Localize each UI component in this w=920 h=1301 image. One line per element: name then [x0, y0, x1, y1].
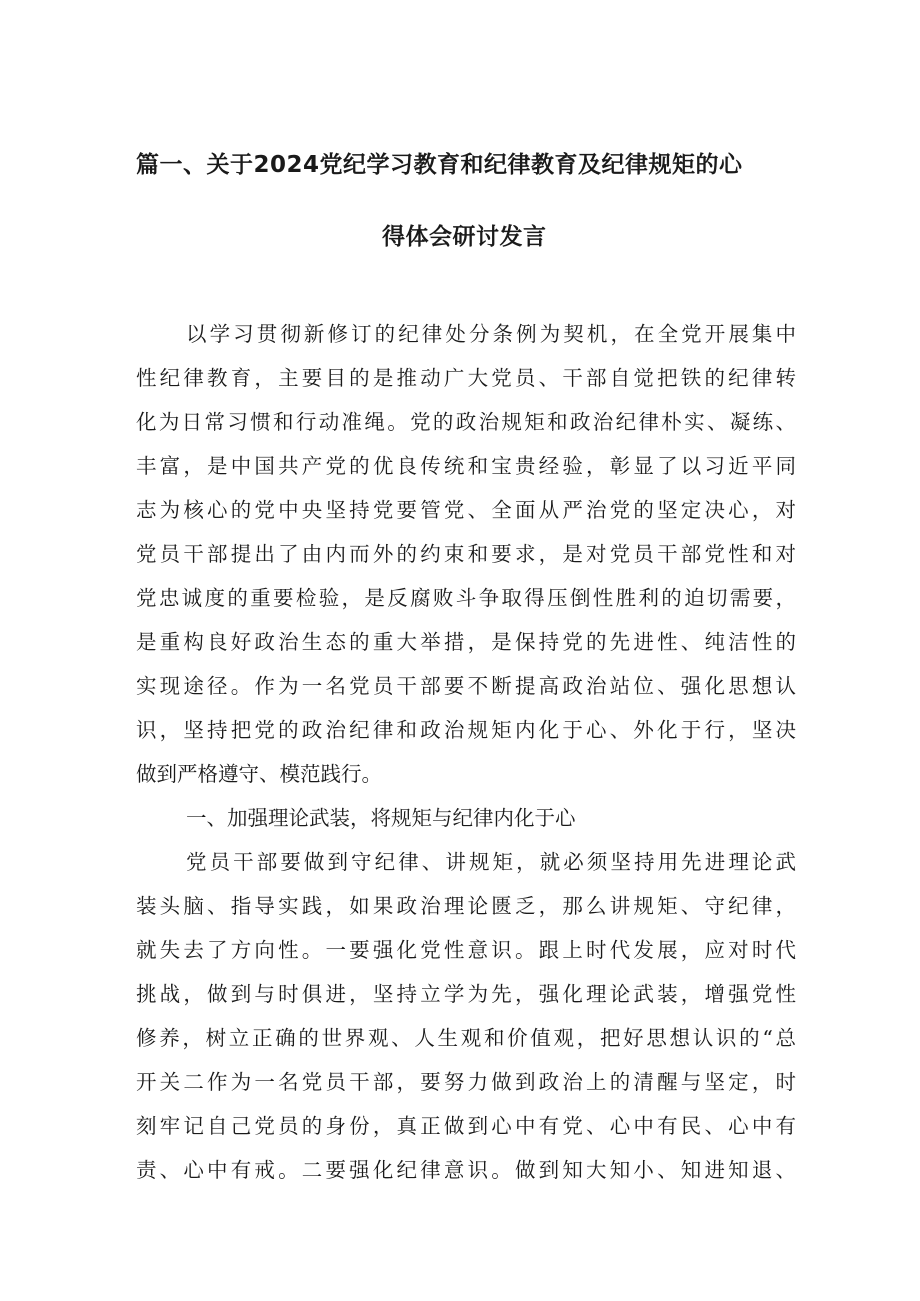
section-1-heading: 一、加强理论武装，将规矩与纪律内化于心 — [186, 806, 576, 830]
paragraph-1-line: 志为核心的党中央坚持党要管党、全面从严治党的坚定决心，对 — [136, 498, 796, 522]
paragraph-1-line: 是重构良好政治生态的重大举措，是保持党的先进性、纯洁性的 — [136, 630, 796, 654]
paragraph-1-line: 党员干部提出了由内而外的约束和要求，是对党员干部党性和对 — [136, 542, 796, 566]
paragraph-2-line: 装头脑、指导实践，如果政治理论匮乏，那么讲规矩、守纪律， — [136, 894, 796, 918]
paragraph-2-line: 党员干部要做到守纪律、讲规矩，就必须坚持用先进理论武 — [186, 850, 796, 874]
paragraph-1-line: 以学习贯彻新修订的纪律处分条例为契机，在全党开展集中 — [186, 322, 796, 346]
paragraph-1-line: 实现途径。作为一名党员干部要不断提高政治站位、强化思想认 — [136, 674, 796, 698]
paragraph-2-line: 开关二作为一名党员干部，要努力做到政治上的清醒与坚定，时 — [136, 1070, 796, 1094]
paragraph-1-line: 识，坚持把党的政治纪律和政治规矩内化于心、外化于行，坚决 — [136, 718, 796, 742]
paragraph-1-line: 党忠诚度的重要检验，是反腐败斗争取得压倒性胜利的迫切需要， — [136, 586, 796, 610]
paragraph-2-line: 刻牢记自己党员的身份，真正做到心中有党、心中有民、心中有 — [136, 1114, 796, 1138]
paragraph-1-line: 化为日常习惯和行动准绳。党的政治规矩和政治纪律朴实、凝练、 — [136, 410, 796, 434]
paragraph-1-line: 性纪律教育，主要目的是推动广大党员、干部自觉把铁的纪律转 — [136, 366, 796, 390]
paragraph-2-line: 挑战，做到与时俱进，坚持立学为先，强化理论武装，增强党性 — [136, 982, 796, 1006]
paragraph-2-line: 就失去了方向性。一要强化党性意识。跟上时代发展，应对时代 — [136, 938, 796, 962]
paragraph-2-line: 责、心中有戒。二要强化纪律意识。做到知大知小、知进知退、 — [136, 1158, 796, 1182]
document-title-line-1: 篇一、关于2024党纪学习教育和纪律教育及纪律规矩的心 — [136, 152, 743, 178]
document-title-line-2: 得体会研讨发言 — [382, 224, 547, 250]
paragraph-1-line: 做到严格遵守、模范践行。 — [136, 762, 382, 786]
paragraph-2-line: 修养，树立正确的世界观、人生观和价值观，把好思想认识的“总 — [136, 1026, 796, 1050]
paragraph-1-line: 丰富，是中国共产党的优良传统和宝贵经验，彰显了以习近平同 — [136, 454, 796, 478]
